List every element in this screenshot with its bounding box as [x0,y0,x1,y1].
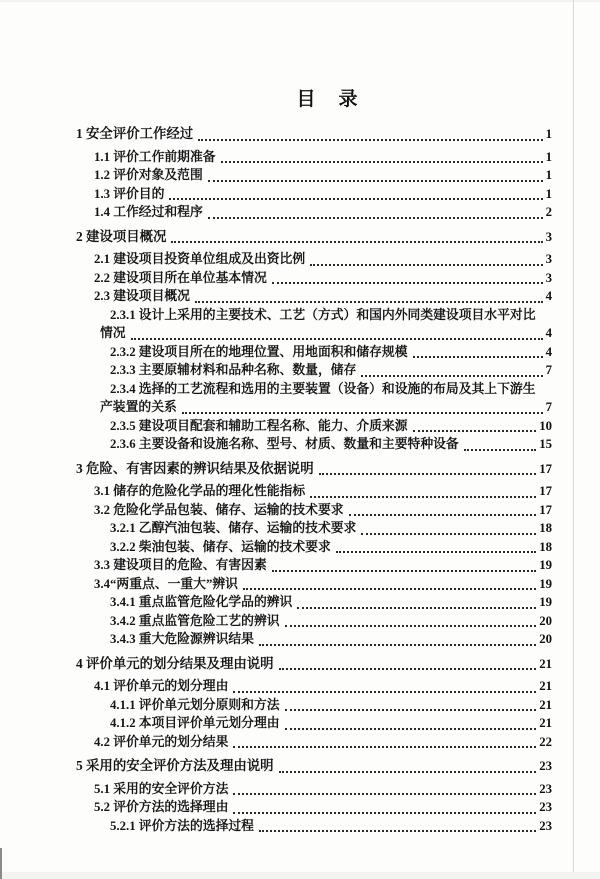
toc-entry [110,593,552,612]
toc-entry [110,343,552,362]
toc-entry-text: 3.4.1 重点监管危险化学品的辨识 [110,595,293,609]
toc-entry-text: 5.2 评价方法的选择理由 [94,800,229,814]
toc-entry-page: 21 [539,656,552,671]
toc-entry-page: 23 [539,781,552,796]
toc-entry-page: 20 [539,613,552,628]
toc-entry-page: 17 [539,461,552,476]
toc-entry-text: 5.2.1 评价方法的选择过程 [110,818,254,833]
toc-entry [94,166,552,185]
toc-entry-page: 4 [545,326,552,340]
toc-entry [94,482,552,501]
toc-entry-page: 20 [539,632,552,646]
toc-entry [94,203,552,222]
toc-entry [100,306,552,343]
toc-entry [94,575,552,594]
toc-entry [76,125,552,144]
toc-entry-page: 22 [539,734,552,749]
toc-entry-page: 17 [539,484,552,498]
toc-list [76,125,552,835]
toc-entry-text: 3.1 储存的危险化学品的理化性能指标 [94,484,306,498]
toc-entry [94,677,552,696]
dots-leader [233,793,536,795]
toc-entry-text: 2.3.6 主要设备和设施名称、型号、材质、数量和主要特种设备 [110,437,459,451]
toc-entry-text: 2.3.2 建设项目所在的地理位置、用地面积和储存规模 [110,344,408,359]
dots-leader [259,644,536,646]
toc-entry-page: 21 [539,716,552,730]
toc-entry-text: 3.2.1 乙醇汽油包装、储存、运输的技术要求 [110,521,357,535]
dots-leader [361,533,536,535]
toc-entry-text: 1.2 评价对象及范围 [94,168,203,182]
toc-entry [94,148,552,167]
dots-leader [285,709,537,711]
toc-entry [110,714,552,733]
toc-entry-text: 3.4.3 重大危险源辨识结果 [110,632,254,646]
toc-entry-page: 1 [545,168,552,182]
toc-entry [94,185,552,204]
scan-edge-bottom [0,872,600,879]
toc-entry-text: 2.2 建设项目所在单位基本情况 [94,270,267,285]
toc-entry-text: 4.1.2 本项目评价单元划分理由 [110,716,280,730]
dots-leader [195,301,543,303]
toc-entry-text: 5.1 采用的安全评价方法 [94,781,229,796]
toc-entry-text: 3.4.2 重点监管危险工艺的辨识 [110,613,280,628]
toc-entry-text: 3.2 危险化学品包装、储存、运输的技术要求 [94,502,344,517]
toc-entry-page: 17 [539,502,552,517]
toc-entry-page: 19 [539,558,552,572]
toc-entry-text: 3.3 建设项目的危险、有害因素 [94,558,267,572]
toc-entry [110,696,552,715]
toc-entry [110,612,552,631]
toc-entry [94,287,552,306]
dots-leader [171,241,542,243]
toc-entry-page: 23 [539,800,552,814]
toc-entry-page: 19 [539,576,552,591]
toc-entry-text: 产装置的关系 [100,400,177,414]
toc-entry [110,630,552,649]
toc-entry-page: 23 [539,818,552,833]
toc-entry-text: 2.3 建设项目概况 [94,289,190,303]
dots-leader [272,282,543,284]
toc-entry-page: 3 [545,270,552,285]
toc-entry-text: 1.1 评价工作前期准备 [94,149,216,164]
toc-entry [94,269,552,288]
dots-leader [182,412,543,414]
toc-entry-page: 21 [539,697,552,712]
toc-entry-page: 10 [539,418,552,433]
dots-leader [285,625,537,627]
dots-leader [413,356,543,358]
toc-entry-text: 3 危险、有害因素的辨识结果及依据说明 [76,460,314,476]
toc-entry [94,780,552,799]
toc-entry [110,538,552,557]
toc-entry-text: 3.2.2 柴油包装、储存、运输的技术要求 [110,539,331,554]
toc-entry-text: 1 安全评价工作经过 [76,126,194,141]
toc-entry [110,519,552,538]
toc-entry-page: 3 [545,252,552,266]
toc-entry [76,757,552,776]
dots-leader [336,551,536,553]
toc-entry-text: 3.4“两重点、一重大”辨识 [94,576,238,591]
dots-leader [221,161,543,163]
toc-entry [110,417,552,436]
dots-leader [208,180,543,182]
dots-leader [310,264,542,266]
toc-entry [110,817,552,836]
toc-entry [94,798,552,817]
toc-entry-text: 4.1.1 评价单元划分原则和方法 [110,697,280,712]
dots-leader [413,430,537,432]
dots-leader [208,217,543,219]
toc-entry [110,361,552,380]
dots-leader [279,668,537,670]
toc-entry-text: 2.1 建设项目投资单位组成及出资比例 [94,252,306,266]
toc-entry-page: 4 [545,344,552,359]
dots-leader [169,198,542,200]
dots-leader [198,139,542,141]
toc-entry-page: 1 [545,127,552,141]
toc-entry-text: 2.3.1 设计上采用的主要技术、工艺（方式）和国内外同类建设项目水平对比 [110,307,536,322]
dots-leader [272,570,536,572]
dots-leader [319,473,537,475]
toc-entry [76,228,552,247]
dots-leader [349,514,537,516]
dots-leader [310,496,536,498]
toc-entry-page: 3 [545,229,552,244]
dots-leader [233,691,536,693]
dots-leader [285,728,537,730]
dots-leader [233,812,536,814]
toc-entry-text: 2.3.5 建设项目配套和辅助工程名称、能力、介质来源 [110,418,408,433]
page-title: 目 录 [296,89,360,110]
dots-leader [297,607,536,609]
toc-entry [94,556,552,575]
toc-entry-text: 情况 [100,326,126,340]
toc-entry-text: 4.2 评价单元的划分结果 [94,734,229,749]
toc-entry-text: 2 建设项目概况 [76,228,167,244]
toc-entry-page: 19 [539,595,552,609]
toc-entry-text: 2.3.3 主要原辅材料和品种名称、数量，储存 [110,363,357,377]
dots-leader [361,375,542,377]
dots-leader [259,830,536,832]
toc-entry [76,655,552,674]
toc-entry-text: 2.3.4 选择的工艺流程和选用的主要装置（设备）和设施的布局及其上下游生 [110,381,536,396]
dots-leader [131,338,543,340]
dots-leader [279,771,537,773]
toc-entry-page: 21 [539,679,552,693]
toc-entry-page: 7 [545,400,552,414]
toc-entry-page: 23 [539,759,552,773]
toc-entry-page: 18 [539,539,552,554]
toc-entry [94,250,552,269]
toc-entry-text: 1.3 评价目的 [94,186,165,201]
toc-entry-page: 2 [545,205,552,219]
scan-edge-bottom-left [0,848,2,879]
toc-entry-page: 15 [539,437,552,451]
dots-leader [243,588,536,590]
toc-entry-text: 1.4 工作经过和程序 [94,205,203,219]
toc-entry-page: 4 [545,289,552,303]
toc-entry [94,733,552,752]
dots-leader [464,449,536,451]
toc-entry-page: 18 [539,521,552,535]
toc-entry-text: 5 采用的安全评价方法及理由说明 [76,758,274,773]
toc-entry [76,460,552,479]
dots-leader [233,746,536,748]
toc-entry-page: 1 [545,149,552,164]
toc-entry-page: 1 [545,186,552,201]
toc-entry [110,435,552,454]
toc-entry-text: 4.1 评价单元的划分理由 [94,679,229,693]
toc-entry [94,501,552,520]
toc-entry-page: 7 [545,363,552,377]
toc-entry [100,380,552,417]
toc-entry-text: 4 评价单元的划分结果及理由说明 [76,655,274,671]
